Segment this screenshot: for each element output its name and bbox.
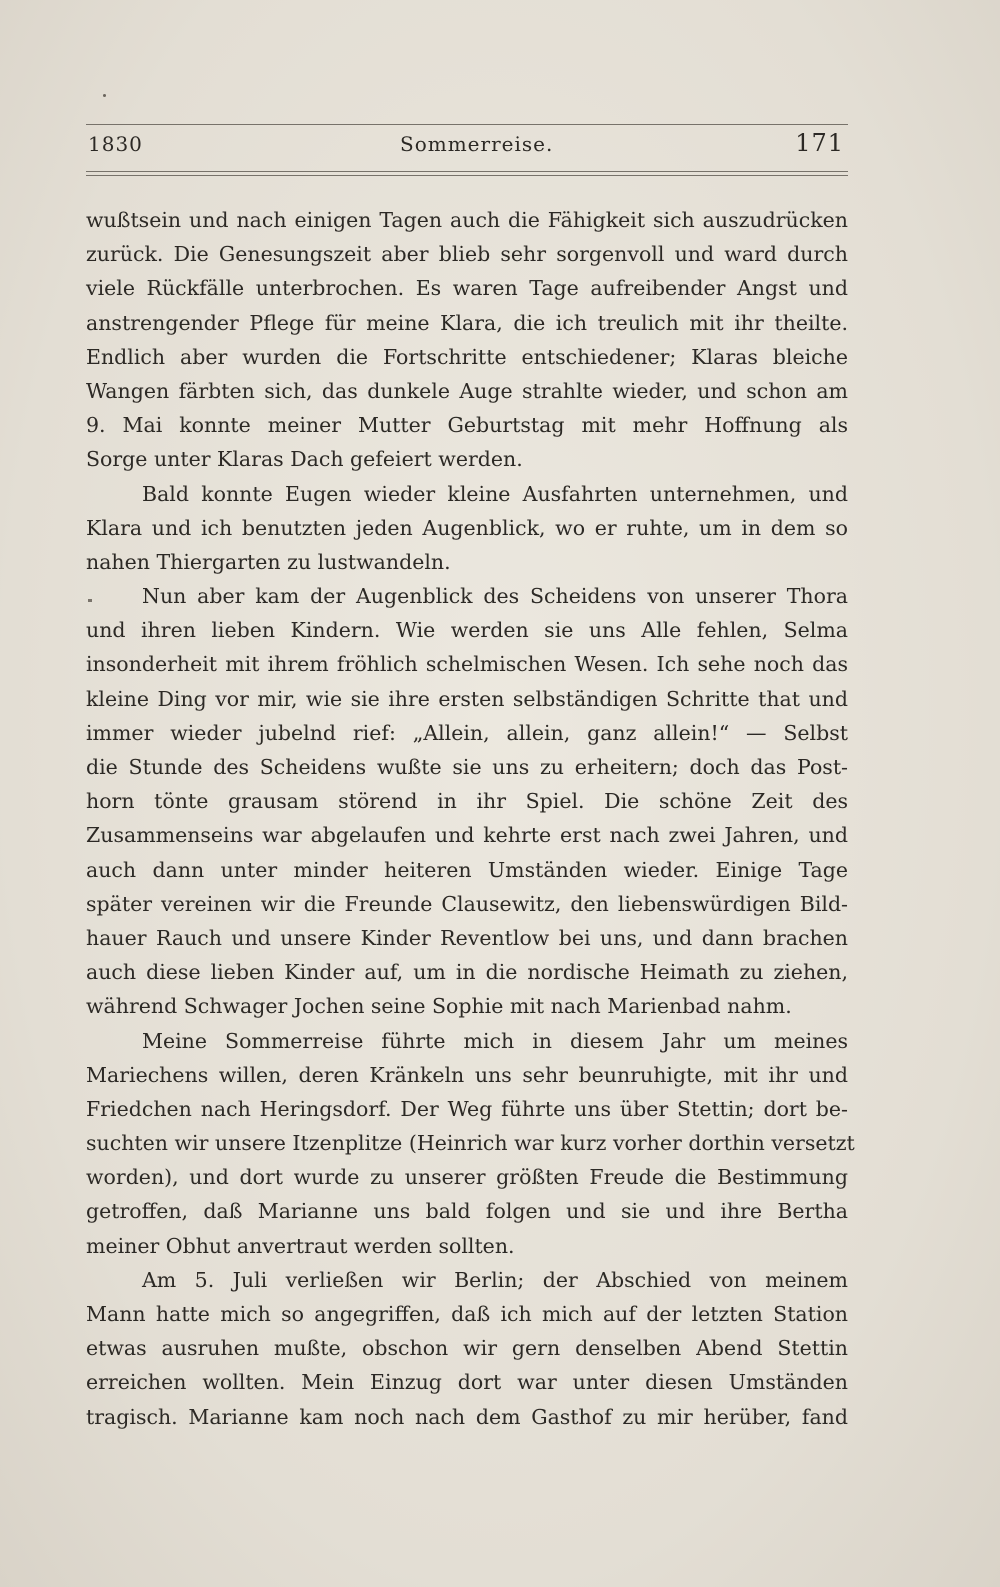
text-line: kleine Ding vor mir, wie sie ihre ersten selbständigen Schritte that und [86,686,848,711]
header-year: 1830 [88,132,143,156]
text-line: später vereinen wir die Freunde Clausewitz, den liebenswürdigen Bild- [86,891,848,916]
text-line: auch diese lieben Kinder auf, um in die nordische Heimath zu ziehen, [86,960,848,985]
text-line: meiner Obhut anvertraut werden sollten. [86,1233,515,1258]
text-line: viele Rückfälle unterbrochen. Es waren Tage aufreibender Angst und [86,276,848,301]
text-line: auch dann unter minder heiteren Umständen wieder. Einige Tage [86,857,848,882]
print-speck [103,94,106,97]
text-line: Wangen färbten sich, das dunkele Auge strahlte wieder, und schon am [86,378,848,403]
text-line: Bald konnte Eugen wieder kleine Ausfahrten unternehmen, und [142,481,848,506]
text-line: Mann hatte mich so angegriffen, daß ich mich auf der letzten Station [86,1302,848,1326]
text-line: während Schwager Jochen seine Sophie mit nach Marienbad nahm. [86,994,792,1019]
text-line: worden), und dort wurde zu unserer größten Freude die Bestimmung [86,1165,848,1190]
text-line: Meine Sommerreise führte mich in diesem Jahr um meines [142,1028,848,1053]
text-line: etwas ausruhen mußte, obschon wir gern denselben Abend Stettin [86,1336,848,1361]
text-line: Zusammenseins war abgelaufen und kehrte erst nach zwei Jahren, und [86,823,848,848]
text-line: Am 5. Juli verließen wir Berlin; der Abschied von meinem [142,1267,848,1292]
page-number: 171 [795,129,844,157]
text-line: suchten wir unsere Itzenplitze (Heinrich war kurz vorher dorthin versetzt [86,1131,855,1156]
text-line: immer wieder jubelnd rief: „Allein, allein, ganz allein!“ — Selbst [86,720,848,745]
header-title: Sommerreise. [400,132,554,156]
text-line: anstrengender Pflege für meine Klara, die ich treulich mit ihr theilte. [86,310,848,335]
text-line: erreichen wollten. Mein Einzug dort war unter diesen Umständen [86,1370,848,1395]
text-line: tragisch. Marianne kam noch nach dem Gasthof zu mir herüber, fand [86,1404,848,1429]
text-line: Endlich aber wurden die Fortschritte entschiedener; Klaras bleiche [86,344,848,369]
text-line: nahen Thiergarten zu lustwandeln. [86,549,451,574]
text-line: wußtsein und nach einigen Tagen auch die Fähigkeit sich auszudrücken [86,208,848,232]
body-text [86,203,855,1434]
text-line: Sorge unter Klaras Dach gefeiert werden. [86,447,523,472]
text-line: Friedchen nach Heringsdorf. Der Weg führte uns über Stettin; dort be- [86,1096,848,1121]
text-line: Klara und ich benutzten jeden Augenblick, wo er ruhte, um in dem so [86,515,848,540]
text-line: Mariechens willen, deren Kränkeln uns sehr beunruhigte, mit ihr und [86,1062,848,1087]
text-line: insonderheit mit ihrem fröhlich schelmischen Wesen. Ich sehe noch das [86,652,848,677]
text-line: zurück. Die Genesungszeit aber blieb sehr sorgenvoll und ward durch [86,242,848,267]
text-line: hauer Rauch und unsere Kinder Reventlow bei uns, und dann brachen [86,925,848,950]
header-rule-top [86,124,848,125]
text-line: die Stunde des Scheidens wußte sie uns zu erheitern; doch das Post- [86,755,848,779]
text-line: getroffen, daß Marianne uns bald folgen und sie und ihre Bertha [86,1199,848,1224]
text-line: und ihren lieben Kindern. Wie werden sie uns Alle fehlen, Selma [86,618,848,643]
running-header [86,128,848,168]
text-line: 9. Mai konnte meiner Mutter Geburtstag mit mehr Hoffnung als [86,413,848,438]
header-rule-bottom-double [86,175,848,176]
header-rule-bottom [86,171,848,172]
text-line: horn tönte grausam störend in ihr Spiel. Die schöne Zeit des [86,789,848,814]
text-line: Nun aber kam der Augenblick des Scheidens von unserer Thora [142,584,848,609]
